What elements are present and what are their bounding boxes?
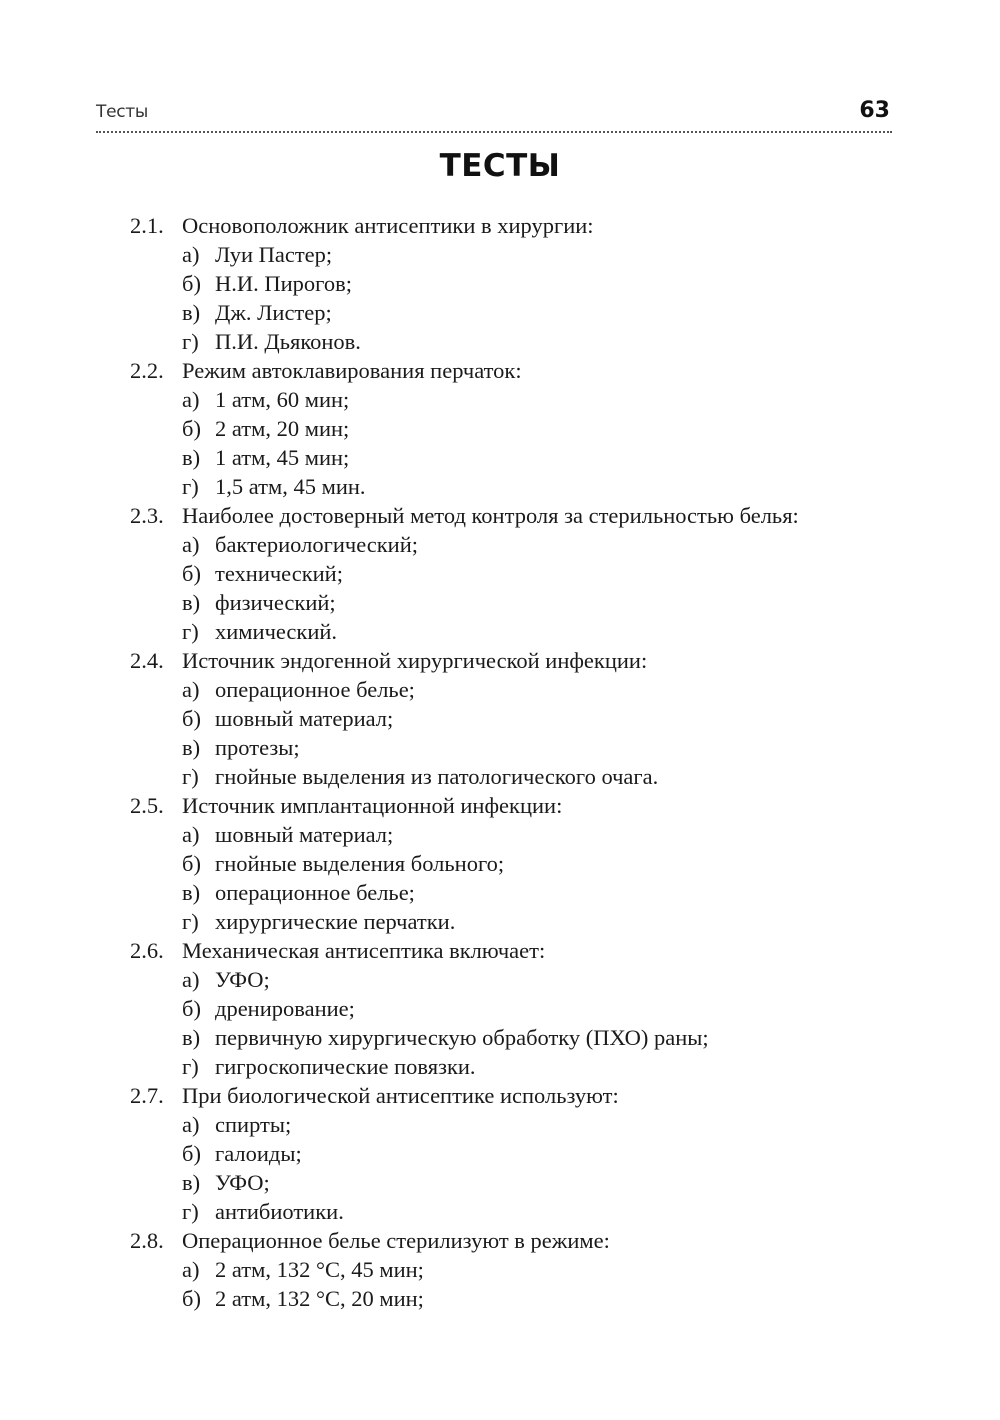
option-text: операционное белье; [215,677,415,702]
option-letter: а) [182,532,200,557]
answer-options [130,1255,900,1313]
question-text: Операционное белье стерилизуют в режиме: [182,1228,610,1253]
answer-option [182,704,900,733]
option-letter: б) [182,416,201,441]
option-letter: а) [182,387,200,412]
option-letter: г) [182,619,199,644]
answer-option [182,269,900,298]
option-letter: б) [182,1286,201,1311]
option-letter: г) [182,329,199,354]
option-text: химический. [215,619,338,644]
question-number: 2.8. [130,1228,164,1253]
question-item [130,211,900,356]
option-letter: г) [182,909,199,934]
option-text: гигроскопические повязки. [215,1054,476,1079]
option-text: шовный материал; [215,822,394,847]
option-letter: б) [182,271,201,296]
answer-option [182,1052,900,1081]
question-text: При биологической антисептике используют: [182,1083,619,1108]
option-letter: в) [182,1170,201,1195]
question-number: 2.3. [130,503,164,528]
question-line [130,356,900,385]
option-text: 1 атм, 60 мин; [215,387,350,412]
question-item [130,356,900,501]
option-text: УФО; [215,967,270,992]
answer-option [182,762,900,791]
option-text: 2 атм, 20 мин; [215,416,350,441]
test-list [130,211,900,1313]
option-letter: в) [182,735,201,760]
option-letter: а) [182,1112,200,1137]
answer-option [182,965,900,994]
section-title: ТЕСТЫ [439,148,561,184]
answer-option [182,907,900,936]
option-letter: а) [182,1257,200,1282]
answer-option [182,588,900,617]
option-text: 2 атм, 132 °С, 45 мин; [215,1257,424,1282]
question-line [130,936,900,965]
option-letter: б) [182,706,201,731]
question-item [130,646,900,791]
question-item [130,791,900,936]
question-item [130,501,900,646]
answer-options [130,965,900,1081]
answer-options [130,675,900,791]
option-letter: а) [182,822,200,847]
option-text: антибиотики. [215,1199,344,1224]
answer-option [182,240,900,269]
option-text: дренирование; [215,996,355,1021]
answer-option [182,559,900,588]
option-letter: б) [182,996,201,1021]
question-number: 2.5. [130,793,164,818]
question-text: Источник эндогенной хирургической инфекции: [182,648,648,673]
question-text: Режим автоклавирования перчаток: [182,358,522,383]
option-text: 1,5 атм, 45 мин. [215,474,366,499]
answer-option [182,1255,900,1284]
option-letter: г) [182,474,199,499]
option-letter: в) [182,300,201,325]
answer-option [182,385,900,414]
option-text: галоиды; [215,1141,302,1166]
question-line [130,646,900,675]
answer-option [182,443,900,472]
option-letter: а) [182,967,200,992]
question-number: 2.4. [130,648,164,673]
option-text: гнойные выделения больного; [215,851,505,876]
answer-option [182,327,900,356]
question-line [130,211,900,240]
option-text: Дж. Листер; [215,300,332,325]
answer-option [182,298,900,327]
question-line [130,1081,900,1110]
option-text: хирургические перчатки. [215,909,456,934]
option-text: протезы; [215,735,300,760]
question-text: Источник имплантационной инфекции: [182,793,563,818]
answer-option [182,820,900,849]
option-text: бактериологический; [215,532,418,557]
question-number: 2.1. [130,213,164,238]
option-letter: в) [182,880,201,905]
option-letter: а) [182,242,200,267]
header-divider [96,131,892,133]
option-letter: а) [182,677,200,702]
option-letter: в) [182,1025,201,1050]
option-letter: г) [182,1054,199,1079]
question-number: 2.7. [130,1083,164,1108]
question-line [130,1226,900,1255]
question-line [130,791,900,820]
option-text: УФО; [215,1170,270,1195]
option-text: спирты; [215,1112,292,1137]
answer-option [182,1110,900,1139]
answer-option [182,1023,900,1052]
option-text: операционное белье; [215,880,415,905]
running-header [96,98,892,132]
question-number: 2.6. [130,938,164,963]
answer-option [182,1168,900,1197]
option-letter: б) [182,851,201,876]
option-text: П.И. Дьяконов. [215,329,361,354]
option-letter: г) [182,1199,199,1224]
page-number: 63 [859,98,890,123]
option-text: гнойные выделения из патологического очага. [215,764,659,789]
answer-option [182,675,900,704]
answer-option [182,472,900,501]
answer-option [182,530,900,559]
answer-options [130,530,900,646]
option-text: первичную хирургическую обработку (ПХО) раны; [215,1025,709,1050]
question-line [130,501,900,530]
question-text: Основоположник антисептики в хирургии: [182,213,594,238]
question-number: 2.2. [130,358,164,383]
answer-option [182,733,900,762]
question-text: Механическая антисептика включает: [182,938,546,963]
answer-options [130,1110,900,1226]
question-item [130,1081,900,1226]
answer-option [182,849,900,878]
answer-options [130,240,900,356]
option-text: Н.И. Пирогов; [215,271,352,296]
answer-option [182,1284,900,1313]
option-text: технический; [215,561,343,586]
question-item [130,1226,900,1313]
option-letter: б) [182,1141,201,1166]
answer-options [130,385,900,501]
question-text: Наиболее достоверный метод контроля за стерильностью белья: [182,503,799,528]
answer-option [182,414,900,443]
answer-option [182,994,900,1023]
answer-options [130,820,900,936]
option-text: физический; [215,590,336,615]
option-text: шовный материал; [215,706,394,731]
answer-option [182,1139,900,1168]
option-letter: г) [182,764,199,789]
option-text: 2 атм, 132 °С, 20 мин; [215,1286,424,1311]
option-text: Луи Пастер; [215,242,333,267]
question-item [130,936,900,1081]
option-letter: б) [182,561,201,586]
answer-option [182,617,900,646]
answer-option [182,1197,900,1226]
option-letter: в) [182,445,201,470]
option-letter: в) [182,590,201,615]
answer-option [182,878,900,907]
option-text: 1 атм, 45 мин; [215,445,350,470]
running-title: Тесты [96,102,149,122]
